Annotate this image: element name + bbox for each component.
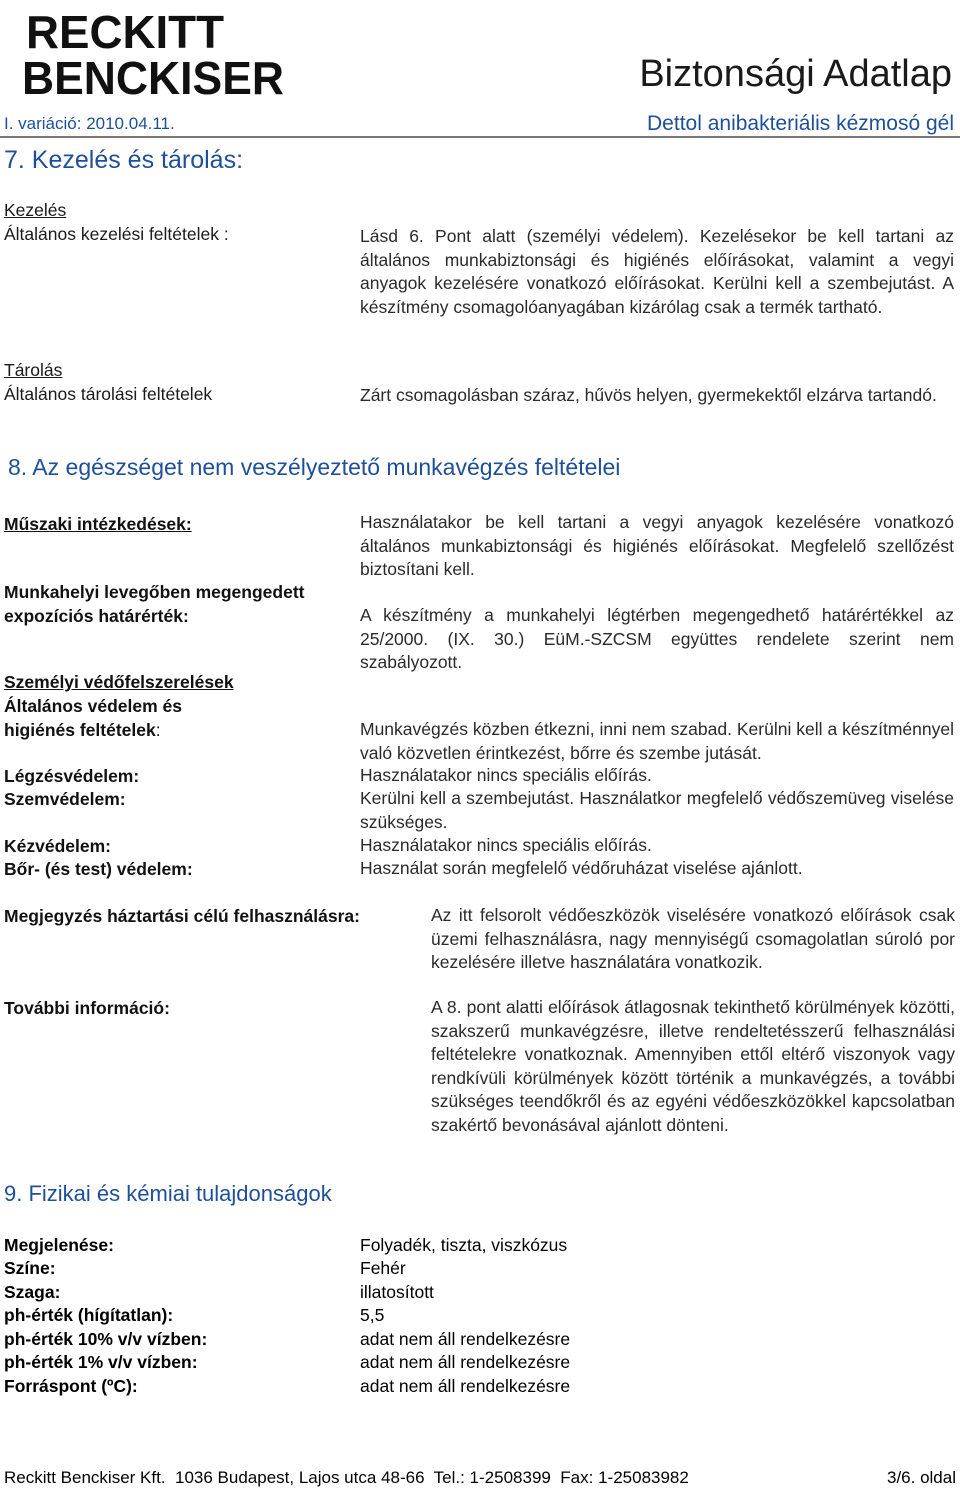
ppe-heading: Személyi védőfelszerelések [4,672,234,692]
prop-value: Folyadék, tiszta, viszkózus [360,1235,568,1255]
general-label-a: Általános védelem és [4,696,182,716]
resp-text: Használatakor nincs speciális előírás. [360,765,652,785]
household-label: Megjegyzés háztartási célú felhasználásra: [4,906,360,926]
further-label: További információ: [4,998,170,1018]
prop-value: 5,5 [360,1305,385,1325]
section8-title: 8. Az egészséget nem veszélyeztető munkavégzés feltételei [8,454,621,480]
section9-title: 9. Fizikai és kémiai tulajdonságok [4,1181,332,1206]
logo-line1: RECKITT [26,6,224,58]
prop-value: adat nem áll rendelkezésre [360,1376,571,1396]
household-text: Az itt felsorolt védőeszközök viselésére vonatkozó előírások csak üzemi felhasználásra, nagy mennyiségű csomagolatlan súroló por kezelésére illetve használatára vonatkozik. [431,905,955,972]
resp-label: Légzésvédelem: [4,766,140,786]
variant-date: I. variáció: 2010.04.11. [4,114,175,133]
hand-label: Kézvédelem: [4,836,111,856]
footer-address: Reckitt Benckiser Kft. 1036 Budapest, Lajos utca 48-66 Tel.: 1-2508399 Fax: 1-25083982 [4,1468,689,1487]
exposure-text: A készítmény a munkahelyi légtérben megengedhető határértékkel az 25/2000. (IX. 30.) EüM.-SZCSM együttes rendelete szerint nem szabályozott. [360,605,954,672]
general-label-b: higiénés feltételek [4,720,156,740]
prop-value: illatosított [360,1282,434,1302]
prop-label: ph-érték 10% v/v vízben: [4,1329,208,1349]
general-label-b-wrap [4,718,161,742]
footer-page-number: 3/6. oldal [887,1468,956,1487]
document-title: Biztonsági Adatlap [639,53,952,95]
hand-text: Használatakor nincs speciális előírás. [360,835,652,855]
storage-text: Zárt csomagolásban száraz, hűvös helyen, gyermekektől elzárva tartandó. [360,385,937,405]
handling-heading: Kezelés [4,200,67,220]
storage-label: Általános tárolási feltételek [4,384,213,404]
skin-text: Használat során megfelelő védőruházat viselése ajánlott. [360,858,803,878]
logo-line2: BENCKISER [22,52,284,102]
footer [4,1468,956,1488]
technical-label: Műszaki intézkedések: [4,514,192,534]
header-divider [0,136,960,138]
prop-label: ph-érték (hígítatlan): [4,1305,174,1325]
prop-value: adat nem áll rendelkezésre [360,1329,571,1349]
reckitt-benckiser-logo [22,6,292,102]
prop-label: ph-érték 1% v/v vízben: [4,1352,198,1372]
prop-label: Színe: [4,1258,56,1278]
further-text: A 8. pont alatti előírások átlagosnak tekinthető körülmények közötti, szakszerű munkavégzésre, illetve rendeltetésszerű felhasználási feltételekre vonatkoznak. Amennyiben ettől eltérő viszonyok vagy rendkívüli körülmények között történik a munkavégzés, a további szükséges teendőkről és az egyéni védőeszközökkel kapcsolatban szakértő bevonásával ajánlott dönteni. [431,997,955,1135]
prop-label: Megjelenése: [4,1235,114,1255]
handling-label: Általános kezelési feltételek : [4,224,229,244]
section7-title: 7. Kezelés és tárolás: [4,146,244,174]
general-label-colon: : [155,720,161,740]
technical-text: Használatakor be kell tartani a vegyi anyagok kezelésére vonatkozó általános munkabiztonsági és higiénés előírásokat. Megfelelő szellőzést biztosítani kell. [360,512,954,579]
general-text: Munkavégzés közben étkezni, inni nem szabad. Kerülni kell a készítménnyel való közvetlen érintkezést, bőrre és szembe jutását. [360,719,954,763]
handling-text: Lásd 6. Pont alatt (személyi védelem). Kezelésekor be kell tartani az általános munkabiztonsági és higiénés előírásokat, valamint a vegyi anyagok kezelésére vonatkozó előírásokat. Kerülni kell a szembejutást. A készítmény csomagolóanyagában kizárólag csak a termék tartható. [360,226,954,317]
product-name: Dettol anibakteriális kézmosó gél [647,112,954,135]
skin-label: Bőr- (és test) védelem: [4,859,193,879]
eye-text: Kerülni kell a szembejutást. Használatkor megfelelő védőszemüveg viselése szükséges. [360,788,954,832]
eye-label: Szemvédelem: [4,789,126,809]
prop-value: adat nem áll rendelkezésre [360,1352,571,1372]
storage-heading: Tárolás [4,360,63,380]
exposure-label: Munkahelyi levegőben megengedett expozíciós határérték: [4,582,305,626]
prop-label: Szaga: [4,1282,61,1302]
prop-value: Fehér [360,1258,406,1278]
prop-label: Forráspont (ºC): [4,1376,138,1396]
